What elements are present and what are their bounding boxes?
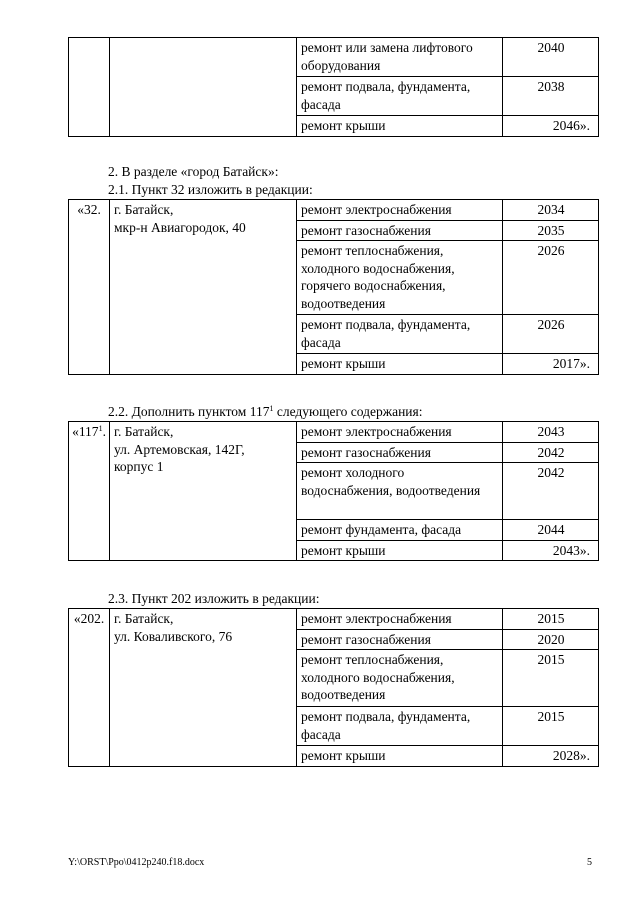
year-cell: 2043 xyxy=(503,422,599,443)
year-cell: 2015 xyxy=(503,609,599,630)
work-cell: ремонт крыши xyxy=(297,540,503,561)
work-cell: ремонт теплоснабжения, холодного водоснабжения, горячего водоснабжения, водоотведения xyxy=(297,241,503,315)
work-cell: ремонт подвала, фундамента, фасада xyxy=(297,315,503,354)
address-cell xyxy=(110,38,297,137)
item-number-tail: . xyxy=(102,424,106,439)
address-line: г. Батайск, xyxy=(114,424,174,439)
item-number: «202. xyxy=(69,609,110,767)
address-line: ул. Артемовская, 142Г, xyxy=(114,441,245,457)
work-cell: ремонт холодного водоснабжения, водоотведения xyxy=(297,463,503,520)
year-cell: 2043». xyxy=(503,540,599,561)
paragraph-2-2 xyxy=(108,403,423,421)
work-cell: ремонт или замена лифтового оборудования xyxy=(297,38,503,77)
address-cell xyxy=(110,609,297,767)
continuation-table xyxy=(68,37,599,137)
year-cell: 2042 xyxy=(503,442,599,463)
item-number-superscript: 1 xyxy=(98,424,103,433)
item-32-table xyxy=(68,199,599,375)
item-202-table xyxy=(68,608,599,767)
year-cell: 2038 xyxy=(503,77,599,116)
work-cell: ремонт газоснабжения xyxy=(297,220,503,241)
work-cell: ремонт подвала, фундамента, фасада xyxy=(297,77,503,116)
table-row xyxy=(69,422,599,443)
work-cell: ремонт крыши xyxy=(297,354,503,375)
year-cell: 2044 xyxy=(503,520,599,541)
year-cell: 2015 xyxy=(503,707,599,746)
item-number: «32. xyxy=(69,200,110,375)
work-cell: ремонт крыши xyxy=(297,116,503,137)
year-cell: 2020 xyxy=(503,629,599,650)
address-line: г. Батайск, xyxy=(114,202,174,217)
year-cell: 2046». xyxy=(503,116,599,137)
work-cell: ремонт газоснабжения xyxy=(297,629,503,650)
page-number: 5 xyxy=(587,857,592,868)
address-cell xyxy=(110,422,297,561)
paragraph-2-2-tail: следующего содержания: xyxy=(273,404,423,419)
item-117-1-table xyxy=(68,421,599,561)
year-cell: 2017». xyxy=(503,354,599,375)
year-cell: 2015 xyxy=(503,650,599,707)
item-number xyxy=(69,422,110,561)
section-2-heading: 2. В разделе «город Батайск»: xyxy=(108,164,279,179)
year-cell: 2034 xyxy=(503,200,599,221)
table-row xyxy=(69,609,599,630)
table-row xyxy=(69,200,599,221)
work-cell: ремонт крыши xyxy=(297,746,503,767)
work-cell: ремонт газоснабжения xyxy=(297,442,503,463)
work-cell: ремонт подвала, фундамента, фасада xyxy=(297,707,503,746)
work-cell: ремонт фундамента, фасада xyxy=(297,520,503,541)
paragraph-2-2-superscript: 1 xyxy=(269,404,274,413)
paragraph-2-3: 2.3. Пункт 202 изложить в редакции: xyxy=(108,591,320,606)
address-line: г. Батайск, xyxy=(114,611,174,626)
year-cell: 2026 xyxy=(503,315,599,354)
year-cell: 2042 xyxy=(503,463,599,520)
paragraph-2-1: 2.1. Пункт 32 изложить в редакции: xyxy=(108,182,313,197)
work-cell: ремонт теплоснабжения, холодного водоснабжения, водоотведения xyxy=(297,650,503,707)
footer-file-path: Y:\ORST\Ppo\0412p240.f18.docx xyxy=(68,857,205,868)
year-cell: 2028». xyxy=(503,746,599,767)
work-cell: ремонт электроснабжения xyxy=(297,200,503,221)
address-line: мкр-н Авиагородок, 40 xyxy=(114,219,246,235)
table-row xyxy=(69,38,599,77)
work-cell: ремонт электроснабжения xyxy=(297,609,503,630)
year-cell: 2035 xyxy=(503,220,599,241)
number-cell xyxy=(69,38,110,137)
year-cell: 2040 xyxy=(503,38,599,77)
item-number-text: «117 xyxy=(72,424,99,439)
work-cell: ремонт электроснабжения xyxy=(297,422,503,443)
address-line: ул. Коваливского, 76 xyxy=(114,628,233,644)
address-line: корпус 1 xyxy=(114,459,164,474)
paragraph-2-2-text: 2.2. Дополнить пунктом 117 xyxy=(108,404,270,419)
year-cell: 2026 xyxy=(503,241,599,315)
address-cell xyxy=(110,200,297,375)
